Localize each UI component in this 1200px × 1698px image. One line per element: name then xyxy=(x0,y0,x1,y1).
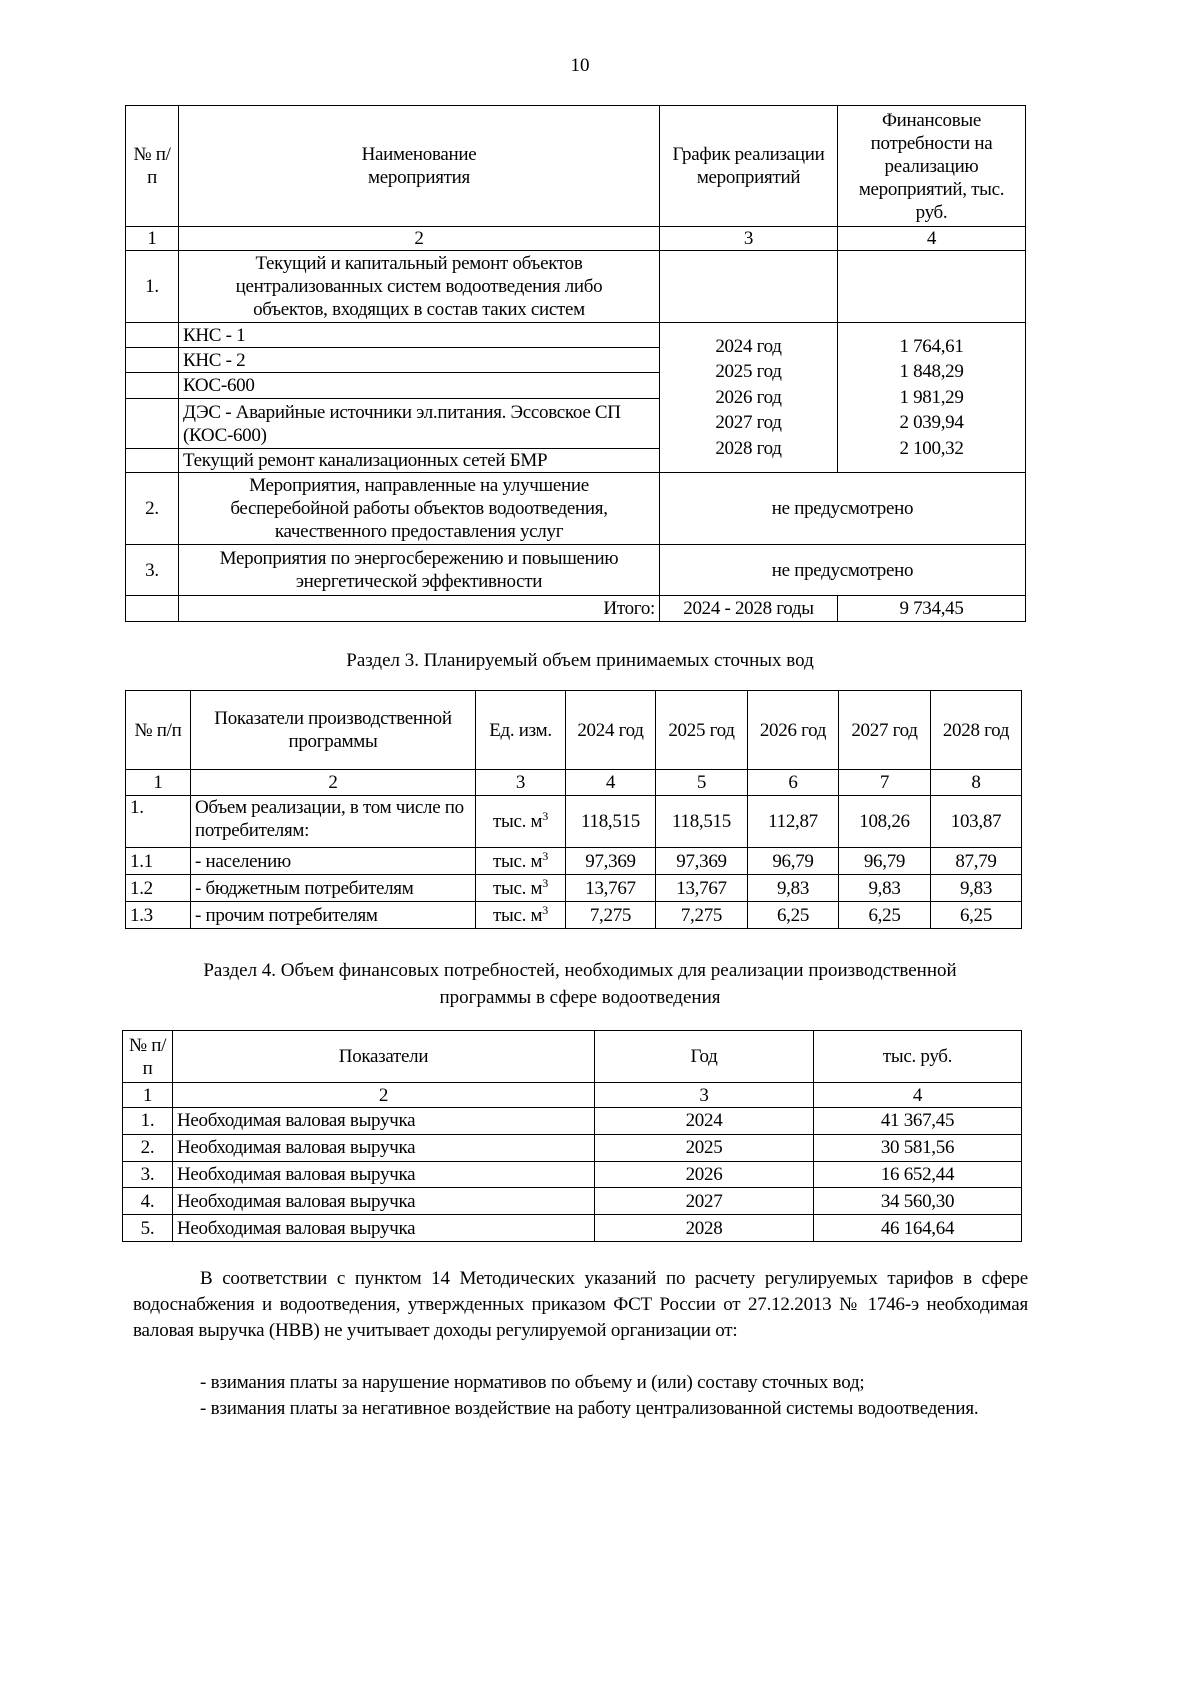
value-cell: 108,26 xyxy=(839,796,931,848)
unit-cell xyxy=(476,875,566,902)
paragraph-item-2: - взимания платы за негативное воздействие на работу централизованной системы водоотведения. xyxy=(200,1398,979,1419)
unit: тыс. м xyxy=(493,904,543,926)
section4-title-line1: Раздел 4. Объем финансовых потребностей, необходимых для реализации производственной xyxy=(203,960,957,981)
empty-cell xyxy=(126,596,179,622)
wastewater-volume-table xyxy=(125,690,1022,929)
schedule-year: 2026 год xyxy=(715,386,782,408)
schedule-year: 2024 год xyxy=(715,335,782,357)
schedule-year: 2025 год xyxy=(715,361,782,383)
section4-title xyxy=(125,957,1035,1011)
table-row xyxy=(123,1188,1022,1215)
row-num: 1.3 xyxy=(126,902,191,929)
amount: 2 100,32 xyxy=(899,437,964,459)
header-cell: Показатели производственной программы xyxy=(191,691,476,770)
row-name: Объем реализации, в том числе по потребителям: xyxy=(191,796,476,848)
table-row xyxy=(126,848,1022,875)
unit: тыс. м xyxy=(493,850,543,872)
unit-superscript: 3 xyxy=(542,902,548,917)
row-value: не предусмотрено xyxy=(660,545,1026,596)
col-number: 3 xyxy=(660,227,838,251)
col-number: 7 xyxy=(839,770,931,796)
value-cell: 97,369 xyxy=(656,848,748,875)
header-name: Наименование мероприятия xyxy=(179,106,660,227)
row-num: 1. xyxy=(126,251,179,323)
header-cell: Год xyxy=(595,1031,814,1083)
page-number: 10 xyxy=(570,55,590,76)
table-row xyxy=(123,1215,1022,1242)
row-year: 2027 xyxy=(595,1188,814,1215)
sub-item: ДЭС - Аварийные источники эл.питания. Эссовское СП (КОС-600) xyxy=(179,399,660,449)
unit-cell xyxy=(476,848,566,875)
row-name: - бюджетным потребителям xyxy=(191,875,476,902)
empty-cell xyxy=(126,323,179,348)
col-number: 2 xyxy=(179,227,660,251)
row-num: 2. xyxy=(126,473,179,545)
unit: тыс. м xyxy=(493,811,543,832)
row-name: Необходимая валовая выручка xyxy=(173,1188,595,1215)
row-value: 34 560,30 xyxy=(814,1188,1022,1215)
row-year: 2026 xyxy=(595,1161,814,1188)
row-name: Необходимая валовая выручка xyxy=(173,1215,595,1242)
col-number: 3 xyxy=(595,1083,814,1108)
amount: 1 764,61 xyxy=(899,335,964,357)
col-number: 3 xyxy=(476,770,566,796)
header-cell: Ед. изм. xyxy=(476,691,566,770)
empty-cell xyxy=(126,348,179,373)
value-cell: 103,87 xyxy=(931,796,1022,848)
row-year: 2028 xyxy=(595,1215,814,1242)
value-cell: 6,25 xyxy=(931,902,1022,929)
value-cell: 112,87 xyxy=(748,796,839,848)
header-cell: 2026 год xyxy=(748,691,839,770)
total-period: 2024 - 2028 годы xyxy=(660,596,838,622)
unit-superscript: 3 xyxy=(542,809,548,823)
row-name: Мероприятия, направленные на улучшение бесперебойной работы объектов водоотведения, качественного предоставления услуг xyxy=(179,473,660,545)
section4-title-line2: программы в сфере водоотведения xyxy=(439,987,721,1008)
col-number: 2 xyxy=(173,1083,595,1108)
schedule-year: 2028 год xyxy=(715,437,782,459)
header-cell: 2027 год xyxy=(839,691,931,770)
value-cell: 9,83 xyxy=(931,875,1022,902)
row-value: 16 652,44 xyxy=(814,1161,1022,1188)
header-cell: 2028 год xyxy=(931,691,1022,770)
col-number: 1 xyxy=(126,770,191,796)
value-cell: 9,83 xyxy=(748,875,839,902)
row-year: 2025 xyxy=(595,1134,814,1161)
value-cell: 6,25 xyxy=(839,902,931,929)
header-cell: 2025 год xyxy=(656,691,748,770)
row-num: 3. xyxy=(126,545,179,596)
table-row xyxy=(126,796,1022,848)
col-number: 4 xyxy=(814,1083,1022,1108)
sub-item: КНС - 1 xyxy=(179,323,660,348)
row-value: 30 581,56 xyxy=(814,1134,1022,1161)
unit-cell xyxy=(476,902,566,929)
total-label: Итого: xyxy=(179,596,660,622)
col-number: 6 xyxy=(748,770,839,796)
sub-item: КОС-600 xyxy=(179,373,660,399)
total-value: 9 734,45 xyxy=(838,596,1026,622)
header-cell: тыс. руб. xyxy=(814,1031,1022,1083)
empty-cell xyxy=(660,251,838,323)
empty-cell xyxy=(126,373,179,399)
col-number: 4 xyxy=(838,227,1026,251)
col-number: 2 xyxy=(191,770,476,796)
value-cell: 97,369 xyxy=(566,848,656,875)
empty-cell xyxy=(838,251,1026,323)
unit-cell xyxy=(476,796,566,848)
table-row xyxy=(123,1134,1022,1161)
row-num: 1. xyxy=(123,1108,173,1135)
row-value: 41 367,45 xyxy=(814,1108,1022,1135)
empty-cell xyxy=(126,399,179,449)
schedule-year: 2027 год xyxy=(715,412,782,434)
row-value: 46 164,64 xyxy=(814,1215,1022,1242)
table-row xyxy=(126,902,1022,929)
value-cell: 87,79 xyxy=(931,848,1022,875)
col-number: 8 xyxy=(931,770,1022,796)
col-number: 1 xyxy=(126,227,179,251)
value-cell: 96,79 xyxy=(839,848,931,875)
row-num: 4. xyxy=(123,1188,173,1215)
amount: 2 039,94 xyxy=(899,412,964,434)
amount: 1 981,29 xyxy=(899,386,964,408)
table-row xyxy=(126,875,1022,902)
row-name: Необходимая валовая выручка xyxy=(173,1108,595,1135)
row-num: 1. xyxy=(126,796,191,848)
header-finance: Финансовые потребности на реализацию мероприятий, тыс. руб. xyxy=(838,106,1026,227)
value-cell: 7,275 xyxy=(656,902,748,929)
header-num: № п/п xyxy=(126,106,179,227)
col-number: 4 xyxy=(566,770,656,796)
row-year: 2024 xyxy=(595,1108,814,1135)
header-cell: 2024 год xyxy=(566,691,656,770)
value-cell: 118,515 xyxy=(656,796,748,848)
empty-cell xyxy=(126,449,179,473)
section3-title: Раздел 3. Планируемый объем принимаемых сточных вод xyxy=(346,650,814,671)
row-name: Текущий и капитальный ремонт объектов централизованных систем водоотведения либо объектов, входящих в состав таких систем xyxy=(179,251,660,323)
value-cell: 13,767 xyxy=(656,875,748,902)
value-cell: 96,79 xyxy=(748,848,839,875)
paragraph-nvv: В соответствии с пунктом 14 Методических указаний по расчету регулируемых тарифов в сфере водоснабжения и водоотведения, утвержденных приказом ФСТ России от 27.12.2013 № 1746-э необходимая валовая выручка (НВВ) не учитывает доходы регулируемой организации от: xyxy=(133,1268,1028,1341)
amounts-cell xyxy=(838,323,1026,473)
header-cell: Показатели xyxy=(173,1031,595,1083)
value-cell: 6,25 xyxy=(748,902,839,929)
row-name: Необходимая валовая выручка xyxy=(173,1134,595,1161)
col-number: 1 xyxy=(123,1083,173,1108)
row-value: не предусмотрено xyxy=(660,473,1026,545)
row-num: 3. xyxy=(123,1161,173,1188)
paragraph-item-1: - взимания платы за нарушение нормативов по объему и (или) составу сточных вод; xyxy=(200,1372,865,1393)
header-cell: № п/п xyxy=(123,1031,173,1083)
row-num: 1.2 xyxy=(126,875,191,902)
row-name: Мероприятия по энергосбережению и повышению энергетической эффективности xyxy=(179,545,660,596)
value-cell: 118,515 xyxy=(566,796,656,848)
schedule-cell xyxy=(660,323,838,473)
sub-item: Текущий ремонт канализационных сетей БМР xyxy=(179,449,660,473)
row-name: Необходимая валовая выручка xyxy=(173,1161,595,1188)
unit-superscript: 3 xyxy=(542,848,548,863)
col-number: 5 xyxy=(656,770,748,796)
unit: тыс. м xyxy=(493,877,543,899)
sub-item: КНС - 2 xyxy=(179,348,660,373)
table-row xyxy=(123,1161,1022,1188)
value-cell: 9,83 xyxy=(839,875,931,902)
value-cell: 7,275 xyxy=(566,902,656,929)
row-name: - населению xyxy=(191,848,476,875)
table-row xyxy=(123,1108,1022,1135)
header-schedule: График реализации мероприятий xyxy=(660,106,838,227)
financial-needs-table xyxy=(122,1030,1022,1242)
activities-table xyxy=(125,105,1026,622)
row-num: 2. xyxy=(123,1134,173,1161)
amount: 1 848,29 xyxy=(899,361,964,383)
row-num: 5. xyxy=(123,1215,173,1242)
row-num: 1.1 xyxy=(126,848,191,875)
unit-superscript: 3 xyxy=(542,875,548,890)
header-cell: № п/п xyxy=(126,691,191,770)
value-cell: 13,767 xyxy=(566,875,656,902)
row-name: - прочим потребителям xyxy=(191,902,476,929)
